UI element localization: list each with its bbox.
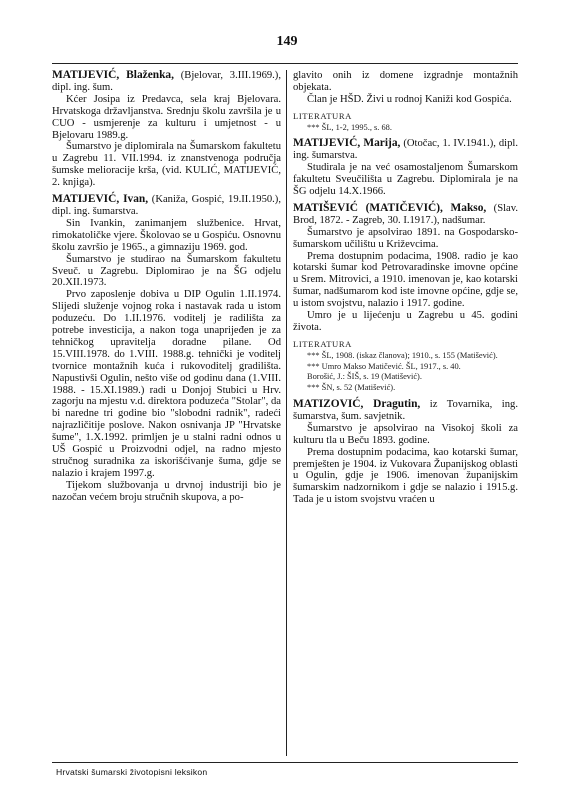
literature-label: LITERATURA — [293, 110, 352, 121]
entry-heading: MATIJEVIĆ, Ivan, — [52, 193, 149, 206]
entry-matijevic-blazenka — [52, 70, 281, 189]
left-column — [52, 70, 281, 504]
paragraph: Umro je u lijećenju u Zagrebu u 45. godini života. — [293, 310, 518, 334]
entry-matizovic-dragutin — [293, 399, 518, 506]
paragraph: Studirala je na već osamostaljenom Šumarskom fakultetu Sveučilišta u Zagrebu. Diplomirala je na ŠG odjelu 14.X.1966. — [293, 162, 518, 198]
footer-rule — [52, 762, 518, 763]
paragraph: Prema dostupnim podacima, kao kotarski šumar, premješten je 1904. iz Vukovara Županijskog oblasti u Ogulin, gdje je 1906. imenovan županijskim šumarskim nadzornikom i gdje se nalazio i 1915.g. Tada je u istom svojstvu vraćen u — [293, 446, 518, 506]
entry-heading: MATIJEVIĆ, Marija, — [293, 137, 401, 150]
entry-heading: MATIZOVIĆ, Dragutin, — [293, 398, 421, 411]
header-rule — [52, 63, 518, 64]
literature-label: LITERATURA — [293, 338, 352, 349]
entry-head-details: (Slav. Brod, 1872. - Zagreb, 30. I.1917.), nadšumar. — [293, 202, 518, 226]
footer-text: Hrvatski šumarski životopisni leksikon — [56, 767, 208, 777]
entry-heading: MATIJEVIĆ, Blaženka, — [52, 69, 174, 81]
entry-matijevic-marija — [293, 138, 518, 198]
literature-item: Borošić, J.: ŠIŠ, s. 19 (Matišević). — [307, 372, 422, 382]
paragraph: Kćer Josipa iz Predavca, sela kraj Bjelovara. Hrvatskoga državljanstva. Srednju školu završila je u CUO - usmjerenje za kulturu i umjetnost - u Bjelovaru 1989.g. — [52, 93, 281, 141]
column-divider — [286, 70, 287, 756]
entry-matijevic-ivan — [52, 194, 281, 504]
paragraph: Tijekom službovanja u drvnoj industriji bio je nazočan većem broju stručnih skupova, a po- — [52, 479, 281, 503]
paragraph: Prvo zaposlenje dobiva u DIP Ogulin 1.II.1974. Slijedi služenje vojnog roka i nastavak rada u istom poduzeću. Do 1.II.1976. voditelj je radilišta za potrebe investicija, a nakon toga unaprijeđen je za tehničkog upravitelja doradne pilane. Od 15.VIII.1978. do 1.VIII. 1988.g. tehnički je voditelj tvornice montažnih kuća i rukovoditelj gradilišta. Napustivši Ogulin, nešto više od godinu dana (1.VIII. 1988. - 15.XI.1989.) radi u Donjoj Stubici u Hrv. zagorju na mjestu v.d. direktora poduzeća "Stolar", da bi narednе tri godine bio "slobodni radnik", radeći najrazličitije poslove. Nakon osnivanja JP "Hrvatske šume", 1.X.1992. primljen je u stalni radni odnos u UŠ Gospić u Proizvodni odjel, na radno mjesto stručnog suradnika za iskorišćivanje šuma, gdje se nalazio i krajem 1997.g. — [52, 289, 281, 479]
paragraph: Član je HŠD. Živi u rodnoj Kaniži kod Gospića. — [307, 93, 512, 105]
entry-head-details: (Otočac, 1. IV.1941.), dipl. ing. šumarstva. — [293, 138, 518, 162]
paragraph: Prema dostupnim podacima, 1908. radio je kao kotarski šumar kod Petrovaradinske imovne općine u Srem. Mitrovici, a 1910. imenovan je, kao kotarski šumar, nadšumarom kod iste imovne općine, gdje se, u istom svojstvu, nalazio i 1917. godine. — [293, 250, 518, 310]
paragraph: Šumarstvo je studirao na Šumarskom fakultetu Sveuč. u Zagrebu. Diplomirao je na ŠG odjelu 20.XII.1973. — [52, 253, 281, 289]
entry-matisevic-makso — [293, 203, 518, 334]
entry-head-details: iz Tovarnika, ing. šumarstva, šum. savjetnik. — [293, 399, 518, 422]
paragraph: Šumarstvo je apsolvirao 1891. na Gospodarsko-šumarskom učilištu u Križevcima. — [293, 226, 518, 250]
paragraph-continuation: glavito onih iz domene izgradnje montažnih objekata. — [293, 70, 518, 93]
literature-item: *** ŠN, s. 52 (Matišević). — [307, 383, 396, 393]
paragraph: Šumarstvo je diplomirala na Šumarskom fakultetu u Zagrebu 11. VII.1994. iz znanstvenoga područja šumske melioracije krša, (vid. KULIĆ, MATIJEVIĆ, 2. knjiga). — [52, 141, 281, 189]
literature-item: *** ŠL, 1908. (iskaz članova); 1910., s. 155 (Matišević). — [307, 350, 498, 360]
paragraph: Šumarstvo je apsolvirao na Visokoj školi za kulturu tla u Beču 1893. godine. — [293, 422, 518, 446]
page-number: 149 — [276, 34, 298, 49]
paragraph: Sin Ivankin, zanimanjem službenice. Hrvat, rimokatoličke vjere. Školovao se u Gospiću. Osnovnu školu završio je 1965., a gimnaziju 1969. god. — [52, 217, 281, 253]
literature-item: *** Umro Makso Matičević. ŠL, 1917., s. 40. — [307, 361, 461, 371]
entry-head-details: (Bjelovar, 3.III.1969.), dipl. ing. šum. — [52, 70, 281, 93]
literature-item: *** ŠL, 1-2, 1995., s. 68. — [307, 122, 392, 132]
right-column — [293, 70, 518, 506]
entry-heading: MATIŠEVIĆ (MATIČEVIĆ), Makso, — [293, 201, 487, 214]
entry-head-details: (Kaniža, Gospić, 19.II.1950.), dipl. ing. šumarstva. — [52, 194, 281, 217]
